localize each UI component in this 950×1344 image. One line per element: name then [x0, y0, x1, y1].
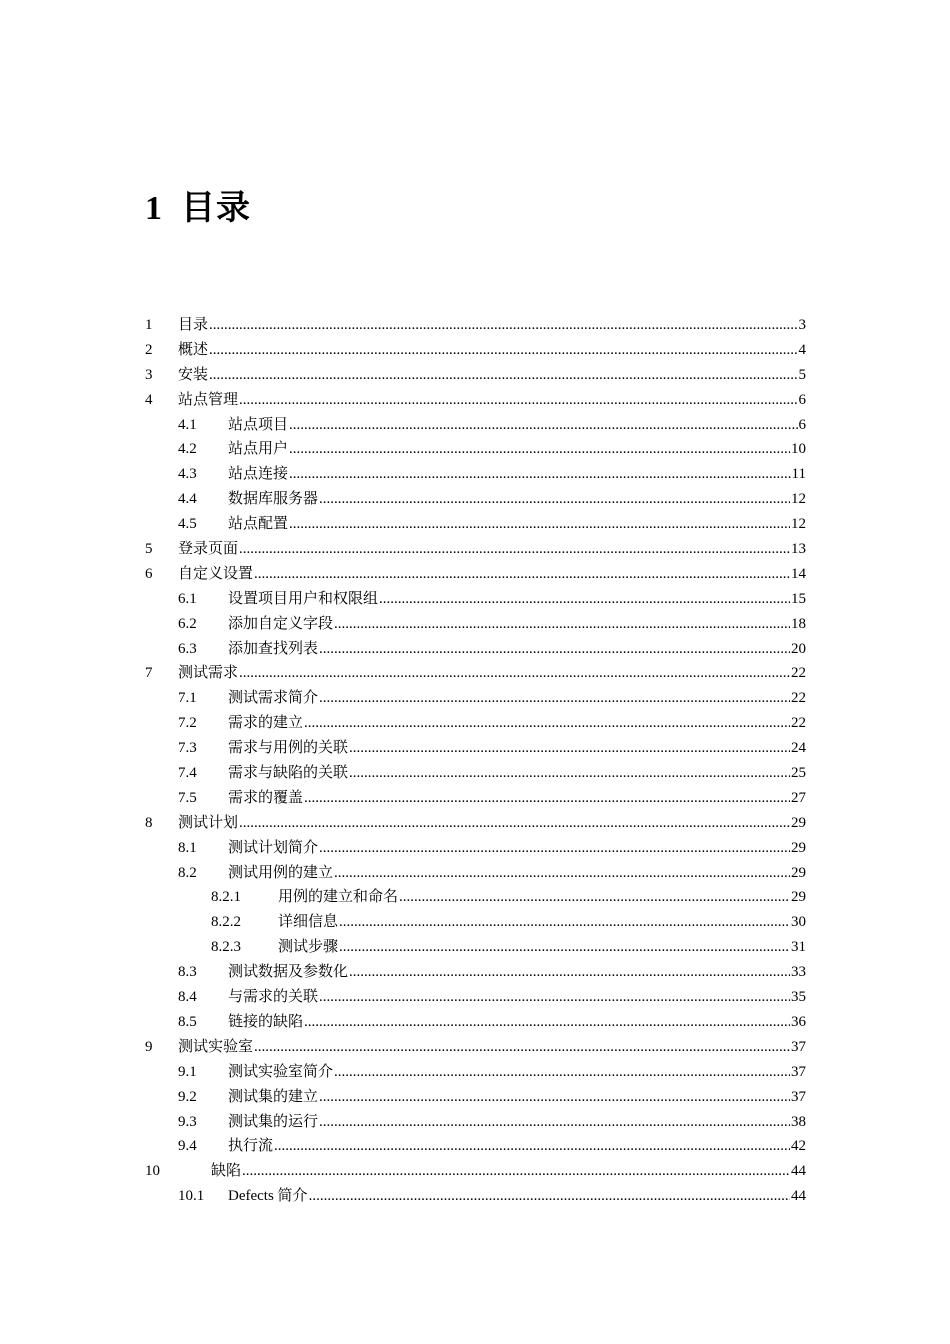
toc-entry-page: 11 — [791, 466, 806, 483]
toc-entry[interactable] — [145, 935, 806, 960]
toc-entry-page: 12 — [791, 491, 806, 508]
toc-entry-number: 9 — [145, 1038, 153, 1055]
toc-entry-title: 站点连接 — [228, 466, 289, 483]
toc-entry-number: 8.2.1 — [211, 889, 241, 906]
toc-leader-dots — [334, 861, 790, 886]
toc-entry-title: 自定义设置 — [178, 565, 254, 582]
toc-entry-number: 6 — [145, 565, 153, 582]
toc-entry-number: 2 — [145, 341, 153, 358]
toc-entry-page: 37 — [791, 1038, 806, 1055]
toc-entry-page: 36 — [791, 1013, 806, 1030]
toc-entry-title: 测试需求简介 — [228, 690, 319, 707]
toc-entry-page: 37 — [791, 1063, 806, 1080]
toc-entry[interactable] — [145, 1184, 806, 1209]
toc-entry-title: Defects 简介 — [228, 1188, 308, 1205]
toc-entry-title: 需求的建立 — [228, 715, 304, 732]
toc-leader-dots — [242, 1159, 790, 1184]
toc-leader-dots — [274, 1134, 790, 1159]
toc-entry-number: 7.3 — [178, 740, 197, 757]
toc-entry[interactable] — [145, 861, 806, 886]
toc-entry-number: 9.4 — [178, 1138, 197, 1155]
toc-entry[interactable] — [145, 711, 806, 736]
toc-entry-title: 概述 — [178, 341, 209, 358]
toc-leader-dots — [334, 612, 790, 637]
toc-entry-title: 测试集的建立 — [228, 1088, 319, 1105]
toc-entry-number: 7.5 — [178, 789, 197, 806]
toc-entry-page: 14 — [791, 565, 806, 582]
toc-entry-number: 1 — [145, 317, 153, 333]
toc-entry[interactable] — [145, 338, 806, 363]
toc-entry-title: 添加自定义字段 — [228, 615, 334, 632]
toc-leader-dots — [349, 736, 790, 761]
toc-entry-number: 9.3 — [178, 1113, 197, 1130]
toc-entry-number: 5 — [145, 541, 153, 558]
toc-entry-page: 33 — [791, 964, 806, 981]
toc-entry-title: 站点用户 — [228, 441, 289, 458]
toc-entry-page: 29 — [791, 864, 806, 881]
toc-leader-dots — [289, 437, 790, 462]
toc-leader-dots — [289, 462, 791, 487]
toc-leader-dots — [319, 637, 790, 662]
toc-leader-dots — [349, 960, 790, 985]
toc-entry[interactable] — [145, 587, 806, 612]
toc-entry[interactable] — [145, 1035, 806, 1060]
toc-entry-page: 29 — [791, 889, 806, 906]
toc-entry-title: 目录 — [178, 317, 209, 333]
toc-entry-number: 8.3 — [178, 964, 197, 981]
toc-entry-page: 22 — [791, 665, 806, 682]
table-of-contents — [145, 313, 806, 1209]
toc-entry[interactable] — [145, 1134, 806, 1159]
toc-entry-number: 7.4 — [178, 765, 197, 782]
toc-entry-page: 29 — [791, 839, 806, 856]
toc-entry-title: 测试实验室 — [178, 1038, 254, 1055]
toc-entry[interactable] — [145, 761, 806, 786]
toc-entry[interactable] — [145, 1010, 806, 1035]
toc-entry-number: 6.1 — [178, 590, 197, 607]
toc-entry-title: 测试数据及参数化 — [228, 964, 349, 981]
toc-entry-number: 8 — [145, 814, 153, 831]
heading-title: 目录 — [181, 188, 251, 228]
toc-entry[interactable] — [145, 637, 806, 662]
toc-entry-number: 9.1 — [178, 1063, 197, 1080]
toc-leader-dots — [254, 562, 790, 587]
toc-entry-number: 10 — [145, 1163, 160, 1180]
toc-entry-number: 8.2.2 — [211, 914, 241, 931]
toc-entry-page: 6 — [798, 416, 806, 433]
toc-entry[interactable] — [145, 612, 806, 637]
toc-entry-title: 链接的缺陷 — [228, 1013, 304, 1030]
toc-entry[interactable] — [145, 1159, 806, 1184]
toc-entry-title: 需求的覆盖 — [228, 789, 304, 806]
toc-entry-page: 3 — [798, 317, 806, 333]
toc-entry[interactable] — [145, 686, 806, 711]
toc-entry-number: 7 — [145, 665, 153, 682]
toc-leader-dots — [349, 761, 790, 786]
toc-entry-number: 4 — [145, 391, 153, 408]
toc-entry[interactable] — [145, 562, 806, 587]
toc-entry-page: 12 — [791, 516, 806, 533]
toc-leader-dots — [319, 1085, 790, 1110]
toc-entry-number: 6.3 — [178, 640, 197, 657]
toc-entry-title: 缺陷 — [211, 1163, 242, 1180]
toc-entry-page: 38 — [791, 1113, 806, 1130]
toc-entry-page: 42 — [791, 1138, 806, 1155]
toc-leader-dots — [254, 1035, 790, 1060]
toc-entry[interactable] — [145, 487, 806, 512]
toc-entry-number: 8.2 — [178, 864, 197, 881]
toc-entry-number: 8.5 — [178, 1013, 197, 1030]
toc-leader-dots — [304, 711, 790, 736]
toc-entry-title: 数据库服务器 — [228, 491, 319, 508]
toc-leader-dots — [319, 487, 790, 512]
toc-entry[interactable] — [145, 363, 806, 388]
heading-number: 1 — [145, 190, 163, 227]
toc-entry[interactable] — [145, 512, 806, 537]
toc-entry-number: 4.2 — [178, 441, 197, 458]
toc-entry-page: 20 — [791, 640, 806, 657]
toc-entry-page: 4 — [798, 341, 806, 358]
toc-leader-dots — [319, 836, 790, 861]
toc-entry-number: 4.4 — [178, 491, 197, 508]
toc-entry-title: 测试实验室简介 — [228, 1063, 334, 1080]
toc-leader-dots — [209, 363, 797, 388]
toc-entry-title: 站点项目 — [228, 416, 289, 433]
toc-entry-title: 需求与用例的关联 — [228, 740, 349, 757]
toc-leader-dots — [339, 910, 790, 935]
toc-leader-dots — [239, 811, 790, 836]
toc-entry-title: 测试步骤 — [278, 939, 339, 956]
toc-entry-page: 25 — [791, 765, 806, 782]
toc-entry-number: 6.2 — [178, 615, 197, 632]
toc-leader-dots — [239, 388, 797, 413]
toc-leader-dots — [319, 1110, 790, 1135]
toc-entry-page: 15 — [791, 590, 806, 607]
toc-entry-page: 22 — [791, 715, 806, 732]
toc-entry-number: 7.1 — [178, 690, 197, 707]
toc-entry-page: 44 — [791, 1163, 806, 1180]
page-title — [145, 180, 251, 229]
toc-leader-dots — [289, 512, 790, 537]
toc-entry-page: 5 — [798, 366, 806, 383]
toc-entry-title: 测试集的运行 — [228, 1113, 319, 1130]
toc-leader-dots — [334, 1060, 790, 1085]
toc-entry-number: 4.1 — [178, 416, 197, 433]
toc-entry-page: 6 — [798, 391, 806, 408]
toc-entry[interactable] — [145, 661, 806, 686]
toc-entry-title: 测试需求 — [178, 665, 239, 682]
toc-entry-page: 35 — [791, 989, 806, 1006]
toc-entry[interactable] — [145, 836, 806, 861]
toc-entry-title: 登录页面 — [178, 541, 239, 558]
toc-entry[interactable] — [145, 985, 806, 1010]
toc-entry[interactable] — [145, 736, 806, 761]
toc-entry-page: 31 — [791, 939, 806, 956]
toc-entry[interactable] — [145, 885, 806, 910]
toc-entry-number: 9.2 — [178, 1088, 197, 1105]
toc-entry[interactable] — [145, 537, 806, 562]
toc-entry-title: 详细信息 — [278, 914, 339, 931]
toc-entry-title: 测试用例的建立 — [228, 864, 334, 881]
toc-entry[interactable] — [145, 313, 806, 338]
toc-entry-page: 30 — [791, 914, 806, 931]
toc-entry-title: 用例的建立和命名 — [278, 889, 399, 906]
toc-entry-title: 需求与缺陷的关联 — [228, 765, 349, 782]
toc-entry[interactable] — [145, 960, 806, 985]
toc-entry-number: 4.3 — [178, 466, 197, 483]
toc-entry[interactable] — [145, 388, 806, 413]
toc-leader-dots — [319, 985, 790, 1010]
toc-entry[interactable] — [145, 811, 806, 836]
toc-entry-number: 10.1 — [178, 1188, 205, 1205]
toc-entry-page: 22 — [791, 690, 806, 707]
toc-entry[interactable] — [145, 786, 806, 811]
toc-entry[interactable] — [145, 1110, 806, 1135]
toc-leader-dots — [339, 935, 790, 960]
toc-entry-number: 4.5 — [178, 516, 197, 533]
toc-leader-dots — [239, 661, 790, 686]
toc-entry-title: 测试计划 — [178, 814, 239, 831]
toc-entry[interactable] — [145, 1085, 806, 1110]
toc-entry[interactable] — [145, 437, 806, 462]
toc-entry-page: 24 — [791, 740, 806, 757]
toc-entry-page: 10 — [791, 441, 806, 458]
toc-entry[interactable] — [145, 1060, 806, 1085]
toc-leader-dots — [309, 1184, 790, 1209]
toc-leader-dots — [289, 413, 797, 438]
toc-leader-dots — [319, 686, 790, 711]
toc-entry-title: 执行流 — [228, 1138, 274, 1155]
toc-leader-dots — [399, 885, 790, 910]
toc-entry-title: 设置项目用户和权限组 — [228, 590, 379, 607]
toc-entry-number: 3 — [145, 366, 153, 383]
toc-entry[interactable] — [145, 910, 806, 935]
toc-entry-page: 27 — [791, 789, 806, 806]
toc-entry-number: 8.2.3 — [211, 939, 241, 956]
toc-entry-title: 安装 — [178, 366, 209, 383]
toc-entry-title: 站点配置 — [228, 516, 289, 533]
toc-leader-dots — [304, 1010, 790, 1035]
toc-entry-title: 站点管理 — [178, 391, 239, 408]
toc-entry-number: 8.1 — [178, 839, 197, 856]
toc-entry-page: 29 — [791, 814, 806, 831]
toc-entry-page: 18 — [791, 615, 806, 632]
toc-entry[interactable] — [145, 413, 806, 438]
toc-entry-page: 13 — [791, 541, 806, 558]
toc-entry-page: 44 — [791, 1188, 806, 1205]
toc-entry-page: 37 — [791, 1088, 806, 1105]
toc-leader-dots — [379, 587, 790, 612]
toc-leader-dots — [304, 786, 790, 811]
toc-entry-title: 与需求的关联 — [228, 989, 319, 1006]
toc-entry-title: 测试计划简介 — [228, 839, 319, 856]
toc-entry[interactable] — [145, 462, 806, 487]
toc-entry-title: 添加查找列表 — [228, 640, 319, 657]
toc-entry-number: 8.4 — [178, 989, 197, 1006]
toc-leader-dots — [209, 313, 797, 338]
toc-leader-dots — [239, 537, 790, 562]
toc-entry-number: 7.2 — [178, 715, 197, 732]
toc-leader-dots — [209, 338, 797, 363]
